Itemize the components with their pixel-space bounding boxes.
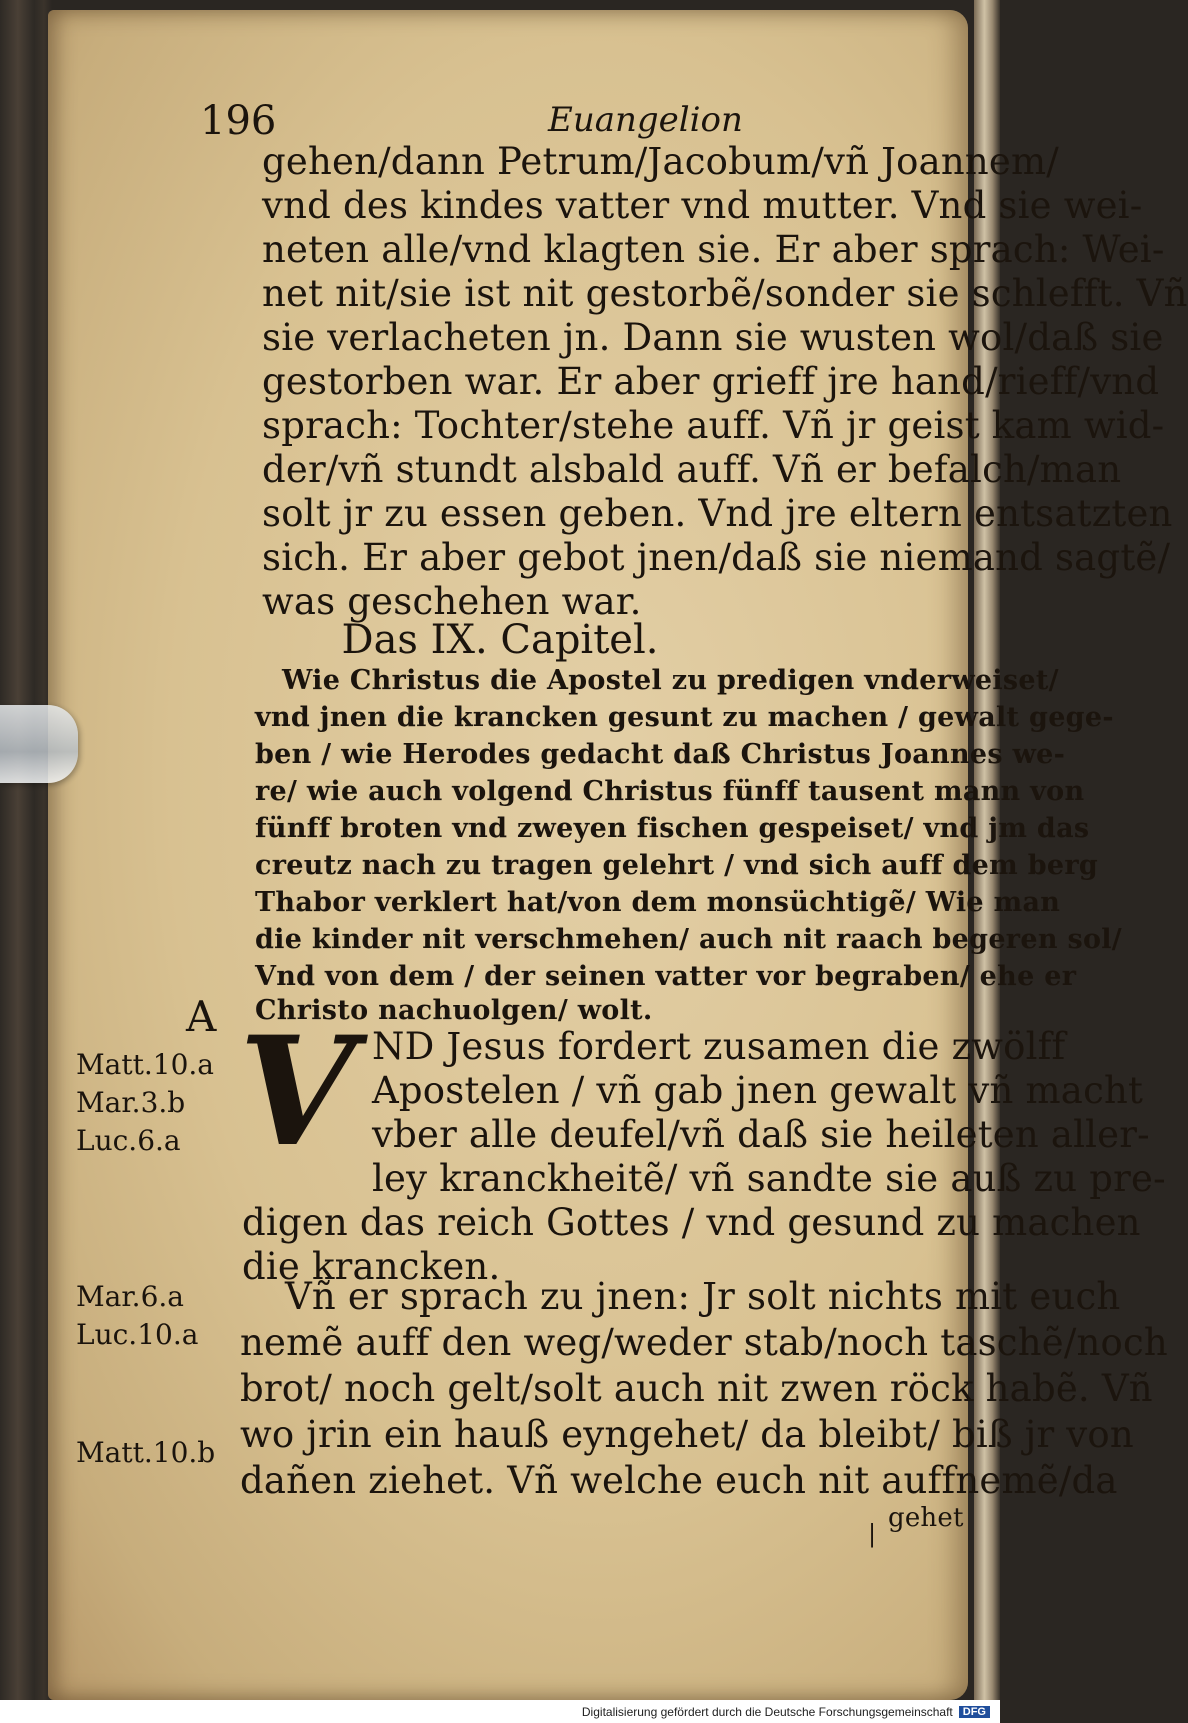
body-line: dañen ziehet. Vñ welche euch nit auffnemẽ/da	[240, 1459, 1118, 1502]
page-number: 196	[200, 98, 277, 144]
summary-line: Wie Christus die Apostel zu predigen vnderweiset/	[282, 665, 1059, 696]
body-line: sie verlacheten jn. Dann sie wusten wol/daß sie	[262, 316, 1164, 359]
body-line: gestorben war. Er aber grieff jre hand/rieff/vnd	[262, 360, 1160, 403]
margin-ref: Matt.10.a	[76, 1048, 214, 1081]
body-line: wo jrin ein hauß eyngehet/ da bleibt/ biß jr von	[240, 1413, 1134, 1456]
summary-line: creutz nach zu tragen gelehrt / vnd sich auff dem berg	[255, 850, 1099, 881]
summary-line: die kinder nit verschmehen/ auch nit raach begeren sol/	[255, 924, 1122, 955]
body-line: die krancken.	[242, 1245, 501, 1288]
summary-line: re/ wie auch volgend Christus fünff tausent mann von	[255, 776, 1085, 807]
summary-line: fünff broten vnd zweyen fischen gespeiset/ vnd jm das	[255, 813, 1090, 844]
body-line: nemẽ auff den weg/weder stab/noch taschẽ/noch	[240, 1321, 1168, 1364]
margin-ref: Luc.10.a	[76, 1318, 199, 1351]
summary-line: Vnd von dem / der seinen vatter vor begraben/ ehe er	[255, 961, 1077, 992]
body-line: vnd des kindes vatter vnd mutter. Vnd sie wei-	[262, 184, 1143, 227]
margin-ref: Mar.6.a	[76, 1280, 184, 1313]
body-line: solt jr zu essen geben. Vnd jre eltern entsatzten	[262, 492, 1173, 535]
body-line: net nit/sie ist nit gestorbẽ/sonder sie schlefft. Vñ	[262, 272, 1188, 315]
section-letter: A	[186, 992, 217, 1041]
body-line: digen das reich Gottes / vnd gesund zu machen	[242, 1201, 1141, 1244]
dfg-logo: DFG	[959, 1706, 990, 1718]
summary-line: Thabor verklert hat/von dem monsüchtigẽ/ Wie man	[255, 887, 1061, 918]
chapter-heading: Das IX. Capitel.	[341, 617, 659, 663]
footer-text: Digitalisierung gefördert durch die Deutsche Forschungsgemeinschaft	[581, 1704, 953, 1719]
body-line: der/vñ stundt alsbald auff. Vñ er befalch/man	[262, 448, 1122, 491]
ink-tick-mark: |	[868, 1520, 877, 1548]
body-line: gehen/dann Petrum/Jacobum/vñ Joannem/	[262, 140, 1059, 183]
body-line: ley kranckheitẽ/ vñ sandte sie auß zu pre-	[372, 1157, 1166, 1200]
running-head: Euangelion	[548, 100, 743, 140]
decorated-initial: V	[238, 1004, 356, 1180]
margin-ref: Matt.10.b	[76, 1436, 216, 1469]
page-clip	[0, 705, 78, 783]
summary-line: ben / wie Herodes gedacht daß Christus Joannes we-	[255, 739, 1066, 770]
body-line: Vñ er sprach zu jnen: Jr solt nichts mit euch	[285, 1275, 1121, 1318]
margin-ref: Mar.3.b	[76, 1086, 186, 1119]
body-line: was geschehen war.	[262, 580, 642, 623]
body-line: Apostelen / vñ gab jnen gewalt vñ macht	[372, 1069, 1144, 1112]
margin-ref: Luc.6.a	[76, 1124, 181, 1157]
body-line: vber alle deufel/vñ daß sie heileten aller-	[372, 1113, 1150, 1156]
body-line: sich. Er aber gebot jnen/daß sie niemand sagtẽ/	[262, 536, 1171, 579]
summary-line: Christo nachuolgen/ wolt.	[255, 995, 653, 1026]
catchword: gehet	[888, 1503, 964, 1533]
body-line: neten alle/vnd klagten sie. Er aber sprach: Wei-	[262, 228, 1165, 271]
digitization-footer	[0, 1700, 1000, 1723]
body-line: ND Jesus fordert zusamen die zwölff	[372, 1025, 1066, 1068]
body-line: brot/ noch gelt/solt auch nit zwen röck habẽ. Vñ	[240, 1367, 1153, 1410]
summary-line: vnd jnen die krancken gesunt zu machen / gewalt gege-	[255, 702, 1114, 733]
body-line: sprach: Tochter/stehe auff. Vñ jr geist kam wid-	[262, 404, 1165, 447]
